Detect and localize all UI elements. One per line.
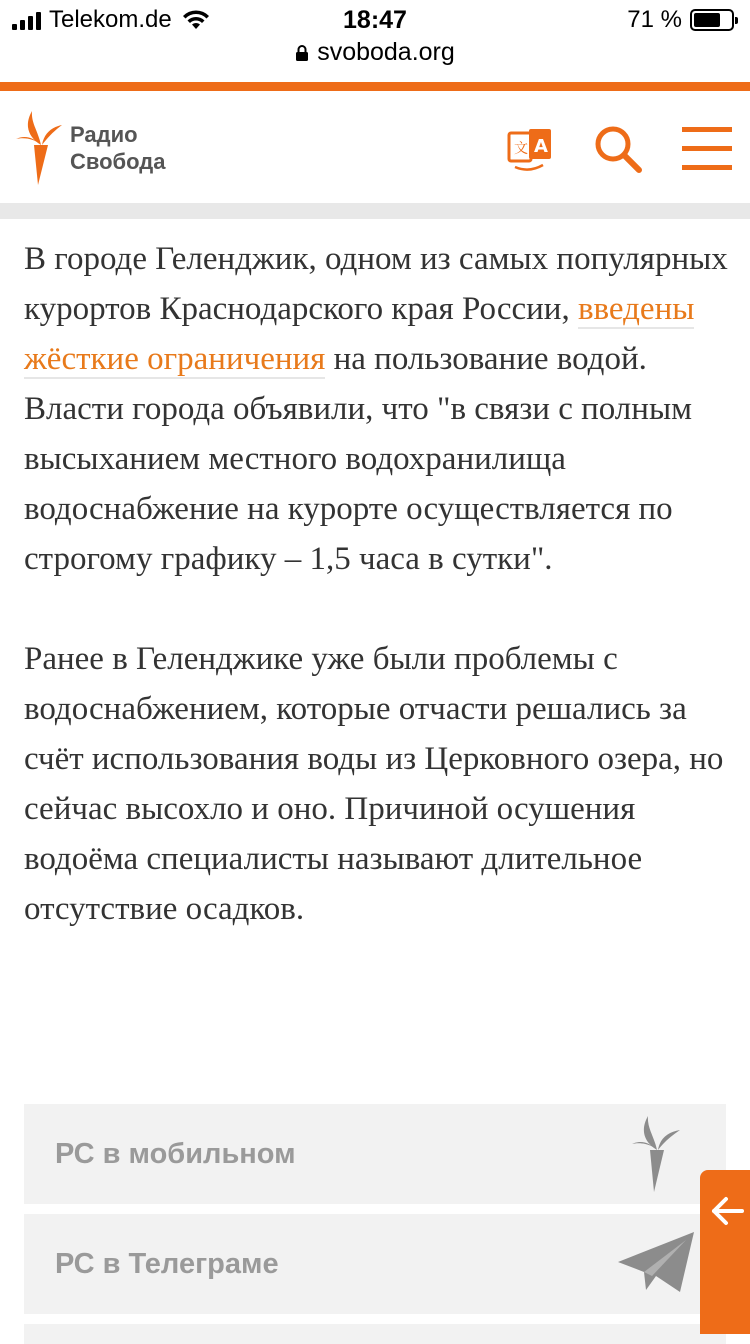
arrow-left-icon: [710, 1196, 744, 1226]
battery-percent: 71 %: [627, 6, 682, 33]
article-link-restrictions[interactable]: введены жёсткие ограничения: [24, 291, 695, 377]
article-paragraph-1: В городе Геленджик, одном из самых популярных курортов Краснодарского края России, введены жёсткие ограничения на пользование водой. Власти города объявили, что "в связи с полным высыханием местного водохранилища водоснабжение на курорте осуществляется по строгому графику – 1,5 часа в сутки".: [24, 241, 728, 577]
torch-icon: [628, 1114, 682, 1194]
promo-mobile-label: РС в мобильном: [55, 1138, 296, 1170]
promo-next[interactable]: [24, 1324, 726, 1344]
battery-group: [627, 6, 734, 34]
url-domain: svoboda.org: [317, 38, 455, 66]
search-icon[interactable]: [593, 124, 643, 174]
address-bar[interactable]: [0, 38, 750, 67]
logo-line-2: Свобода: [70, 149, 166, 174]
site-logo[interactable]: [14, 109, 166, 187]
article-paragraph-2: Ранее в Геленджике уже были проблемы с водоснабжением, которые отчасти решались за счёт использования воды из Церковного озера, но сейчас высохло и оно. Причиной осушения водоёма специалисты называют длительное отсутствие осадков.: [24, 641, 724, 927]
torch-logo-icon: [14, 109, 64, 187]
svg-text:文: 文: [514, 141, 528, 157]
carrier-name: Telekom.de: [49, 6, 172, 33]
header-divider: [0, 203, 750, 219]
lock-icon: [295, 44, 309, 62]
back-tab[interactable]: [700, 1170, 750, 1334]
status-bar: [0, 0, 750, 40]
battery-icon: [690, 9, 734, 31]
promo-telegram-label: РС в Телеграме: [55, 1248, 279, 1280]
translate-icon[interactable]: [507, 125, 553, 173]
promo-mobile[interactable]: [24, 1104, 726, 1204]
site-header: [0, 91, 750, 203]
header-accent-line: [0, 82, 750, 91]
menu-icon[interactable]: [682, 127, 732, 171]
article-body: [24, 234, 729, 984]
clock: 18:47: [343, 6, 407, 34]
promo-telegram[interactable]: [24, 1214, 726, 1314]
logo-line-1: Радио: [70, 122, 138, 147]
telegram-icon: [616, 1230, 696, 1296]
svg-text:A: A: [534, 136, 548, 157]
